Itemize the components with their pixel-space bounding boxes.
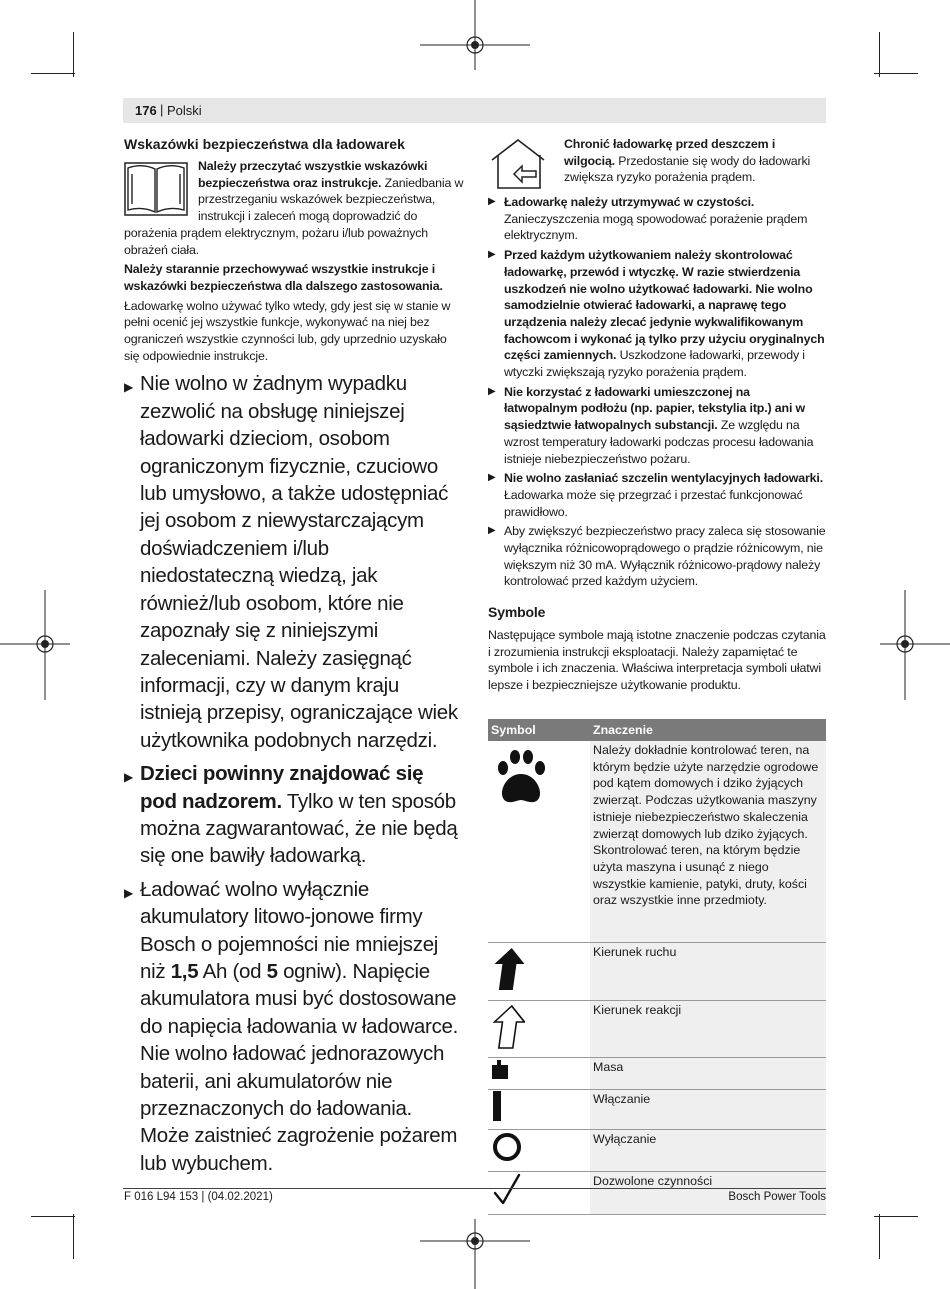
list-item: ▶ Ładowarkę należy utrzymywać w czystości. Zanieczyszczenia mogą spowodować porażenie prądem elektrycznym.	[488, 195, 808, 243]
registration-mark-left	[0, 590, 70, 700]
col-symbol-header: Symbol	[488, 719, 590, 741]
intro-bold: Należy przeczytać wszystkie wskazówki bezpieczeństwa oraz instrukcje.	[198, 159, 428, 190]
footer-brand: Bosch Power Tools	[728, 1191, 826, 1203]
registration-mark-top	[420, 0, 530, 70]
crop-mark	[73, 32, 74, 77]
checkmark-icon	[491, 1173, 523, 1207]
bullet-arrow-icon: ▶	[488, 525, 496, 537]
registration-mark-right	[880, 590, 950, 700]
paw-icon	[491, 748, 551, 810]
table-row: Dozwolone czynności	[488, 1171, 826, 1215]
arrow-filled-icon	[491, 946, 525, 992]
intro-block	[124, 158, 464, 364]
bullet-arrow-icon: ▶	[124, 770, 133, 785]
power-off-icon	[491, 1131, 523, 1163]
big-bullets	[124, 370, 464, 1177]
rain-warning: Chronić ładowarkę przed deszczem i wilgocią. Przedostanie się wody do ładowarki zwiększa ryzyko porażenia prądem.	[488, 136, 826, 192]
weight-icon	[491, 1059, 511, 1081]
header-separator: |	[160, 102, 164, 117]
registration-mark-bottom	[420, 1219, 530, 1289]
table-row: Kierunek ruchu	[488, 943, 826, 1001]
bullet-arrow-icon: ▶	[124, 885, 133, 900]
table-row: Wyłączanie	[488, 1129, 826, 1171]
bullet-arrow-icon: ▶	[488, 196, 496, 207]
crop-mark	[73, 1214, 74, 1259]
house-rain-icon	[488, 136, 554, 190]
symbols-table	[488, 719, 826, 1215]
table-row: Masa	[488, 1058, 826, 1090]
bullet-arrow-icon: ▶	[488, 385, 496, 397]
footer-rule	[123, 1188, 826, 1189]
crop-mark	[874, 73, 918, 74]
bullet-arrow-icon: ▶	[488, 472, 496, 484]
table-row: Włączanie	[488, 1090, 826, 1130]
crop-mark	[879, 1214, 880, 1259]
crop-mark	[879, 32, 880, 77]
usage-text: Ładowarkę wolno używać tylko wtedy, gdy jest się w stanie w pełni ocenić jej wszystkie funkcje, wykonywać na niej bez ograniczeń wszystkie czynności lub, gdy uprzednio uzyskało się odpowiednie instrukcje.	[124, 298, 451, 363]
doc-number: F 016 L94 153	[124, 1191, 199, 1203]
header-language: Polski	[167, 103, 202, 118]
power-on-icon	[491, 1091, 505, 1121]
list-item: ▶ Aby zwiększyć bezpieczeństwo pracy zaleca się stosowanie wyłącznika różnicowoprądowego o prądzie różnicowym, nie większym niż 30 mA. Wyłącznik różnicowo-prądowy należy kontrolować przed każdym użyciem.	[488, 524, 826, 589]
list-item: ▶ Nie wolno zasłaniać szczelin wentylacyjnych ładowarki. Ładowarka może się przegrzać i przestać funkcjonować prawidłowo.	[488, 471, 823, 519]
bullet-arrow-icon: ▶	[124, 380, 133, 395]
symbols-heading: Symbole	[488, 604, 546, 621]
list-item: ▶ Nie wolno w żadnym wypadku zezwolić na obsługę niniejszej ładowarki dzieciom, osobom ograniczonym fizycznie, czuciowo lub umysłowo, a także udostępniać jej osobom z niewystarczającym doświadczeniem i/lub niedostateczną wiedzą, jak również/lub osobom, które nie zapoznały się z niniejszymi zaleceniami. Należy zasięgnąć informacji, czy w danym kraju istnieją przepisy, ograniczające wiek użytkownika podobnych narzędzi.	[124, 372, 458, 752]
read-manual-icon	[124, 160, 188, 216]
list-item: ▶ Nie korzystać z ładowarki umieszczonej na łatwopalnym podłożu (np. papier, tekstylia itp.) ani w sąsiedztwie łatwopalnych substancji. Ze względu na wzrost temperatury ładowarki podczas procesu ładowania istnieje niebezpieczeństwo pożaru.	[488, 384, 814, 466]
table-row: Należy dokładnie kontrolować teren, na którym będzie użyte narzędzie ogrodowe pod kątem domowych i dziko żyjących zwierząt. Podczas użytkowania maszyny istnieje niebezpieczeństwo skaleczenia zwierząt domowych lub dziko żyjących. Skontrolować teren, na którym będzie użyta maszyna i usunąć z niego wszystkie kamienie, patyki, druty, kości oraz wszystkie inne przedmioty.	[488, 741, 826, 943]
arrow-outline-icon	[491, 1004, 525, 1050]
symbols-intro: Następujące symbole mają istotne znaczenie podczas czytania i zrozumienia instrukcji eksploatacji. Należy zapamiętać te symbole i ich znaczenia. Właściwa interpretacja symboli ułatwi lepsze i bezpieczniejsze użytkowanie produktu.	[488, 627, 826, 692]
list-item: ▶ Dzieci powinny znajdować się pod nadzorem. Tylko w ten sposób można zagwarantować, że nie będą się one bawiły ładowarką.	[124, 762, 458, 868]
col-meaning-header: Znaczenie	[590, 719, 826, 741]
bullet-arrow-icon: ▶	[488, 249, 496, 261]
section-heading: Wskazówki bezpieczeństwa dla ładowarek	[124, 136, 405, 152]
table-row: Kierunek reakcji	[488, 1000, 826, 1058]
crop-mark	[31, 73, 75, 74]
footer-left	[124, 1191, 273, 1203]
page-number: 176	[135, 103, 157, 118]
keep-instructions: Należy starannie przechowywać wszystkie instrukcje i wskazówki bezpieczeństwa dla dalszego zastosowania.	[124, 262, 443, 293]
left-column	[124, 136, 464, 1183]
crop-mark	[874, 1216, 918, 1217]
list-item: ▶ Ładować wolno wyłącznie akumulatory litowo-jonowe firmy Bosch o pojemności nie mniejszej niż 1,5 Ah (od 5 ogniw). Napięcie akumulatora musi być dostosowane do napięcia ładowania w ładowarce. Nie wolno ładować jednorazowych baterii, ani akumulatorów nie przeznaczonych do ładowania. Może zaistnieć zagrożenie pożarem lub wybuchem.	[124, 877, 459, 1175]
doc-date: (04.02.2021)	[207, 1191, 273, 1203]
list-item: ▶ Przed każdym użytkowaniem należy skontrolować ładowarkę, przewód i wtyczkę. W razie stwierdzenia uszkodzeń nie wolno użytkować ładowarki. Nie wolno samodzielnie otwierać ładowarki, a naprawę tego urządzenia należy zlecać jedynie wykwalifikowanym fachowcom i wykonać ją tylko przy użyciu oryginalnych części zamiennych. Uszkodzone ładowarki, przewody i wtyczki zwiększają ryzyko porażenia prądem.	[488, 248, 825, 380]
footer-separator: |	[201, 1191, 205, 1203]
page-header	[123, 98, 826, 123]
intro-text: Zaniedbania w przestrzeganiu wskazówek bezpieczeństwa, instrukcji i zaleceń mogą doprowadzić do porażenia prądem elektrycznym, pożaru i/lub poważnych obrażeń ciała.	[124, 175, 464, 257]
right-column	[488, 136, 826, 694]
crop-mark	[31, 1216, 75, 1217]
